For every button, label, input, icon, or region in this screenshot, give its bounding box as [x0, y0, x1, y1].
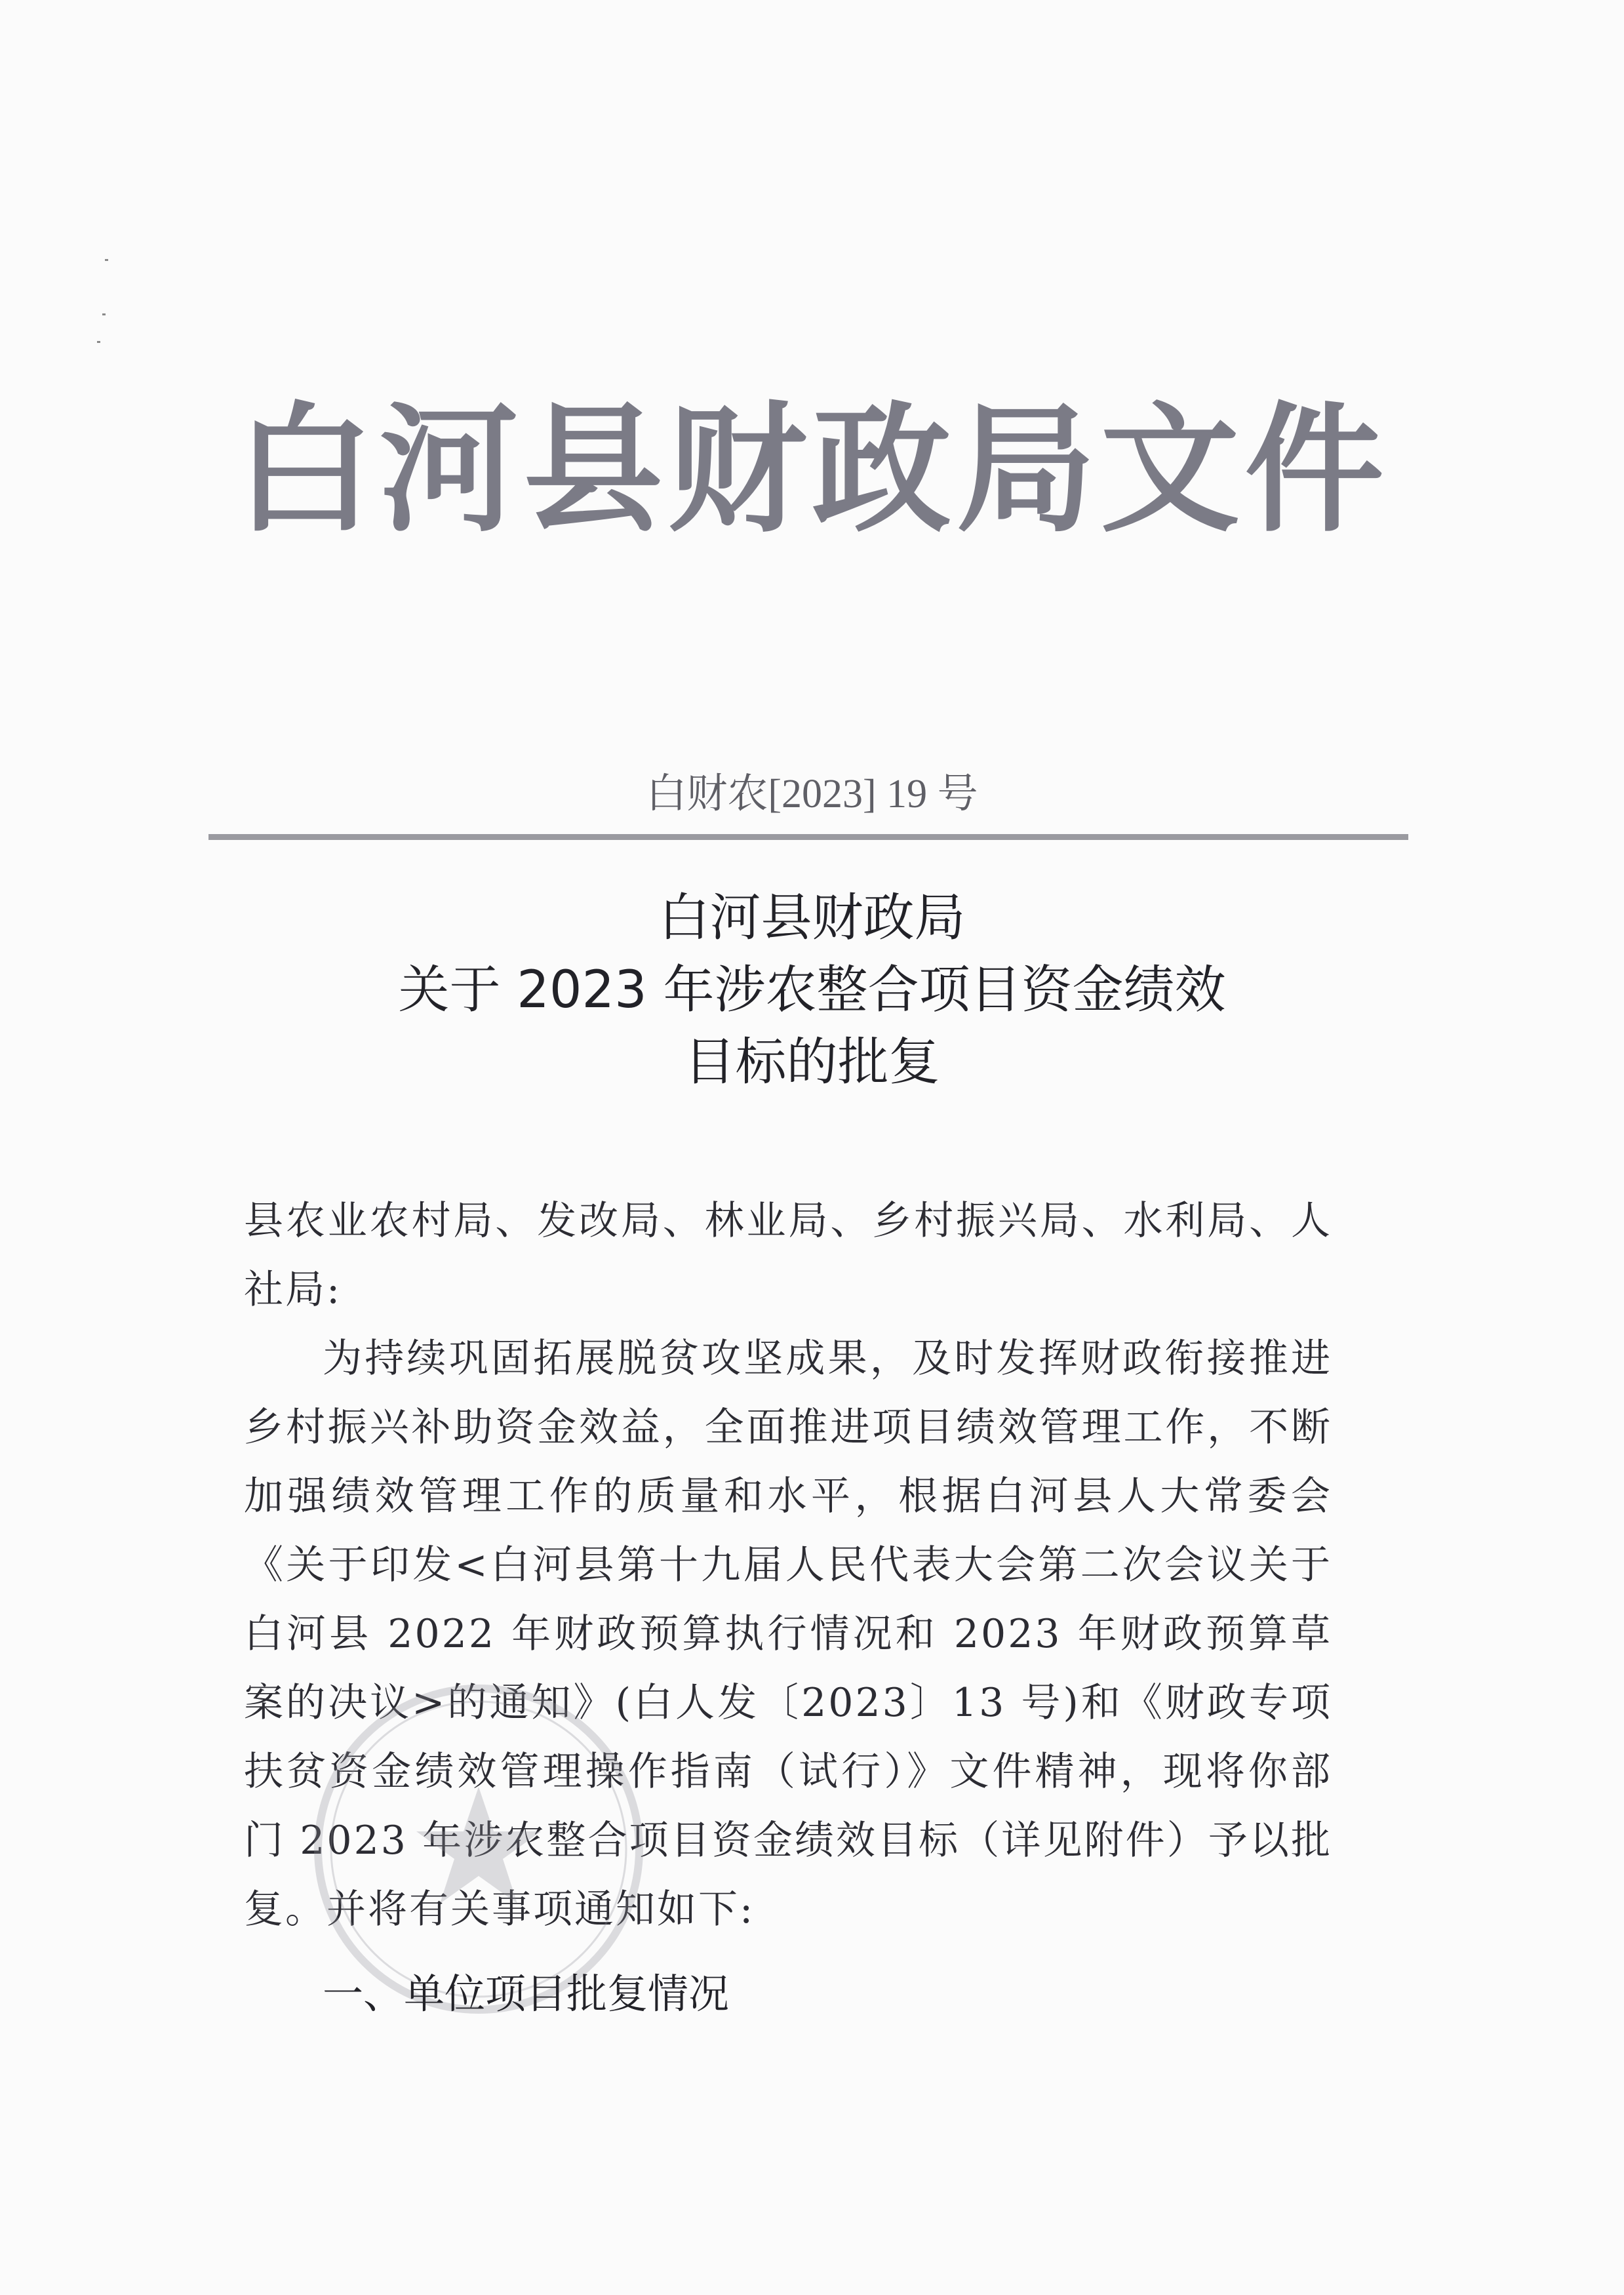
scan-speck — [97, 341, 100, 343]
scan-speck — [102, 313, 106, 315]
letterhead-title: 白河县财政局文件 — [235, 388, 1389, 551]
section-heading: 一、单位项目批复情况 — [323, 1970, 730, 2018]
official-seal-icon — [308, 1679, 649, 2020]
title-line-2: 关于 2023 年涉农整合项目资金绩效 — [398, 961, 1226, 1020]
body-paragraph: 为持续巩固拓展脱贫攻坚成果，及时发挥财政衔接推进乡村振兴补助资金效益，全面推进项目绩效管理工作，不断加强绩效管理工作的质量和水平，根据白河县人大常委会《关于印发<白河县第十九届人民代表大会第二次会议关于白河县 2022 年财政预算执行情况和 2023 年财政预算草案的决议>的通知》(白人发〔2023〕13 号)和《财政专项扶贫资金绩效管理操作指南（试行）》文件精神，现将你部门 2023 年涉农整合项目资金绩效目标（详见附件）予以批复。并将有关事项通知如下: — [244, 1336, 1332, 1932]
title-line-1: 白河县财政局 — [658, 888, 966, 948]
title-line-3: 目标的批复 — [684, 1033, 940, 1092]
document-number: 白财农[2023] 19 号 — [646, 772, 978, 816]
scan-speck — [105, 259, 108, 261]
letterhead-divider — [208, 834, 1408, 840]
document-title — [0, 882, 1624, 1098]
salutation: 县农业农村局、发改局、林业局、乡村振兴局、水利局、人社局: — [244, 1198, 1332, 1313]
